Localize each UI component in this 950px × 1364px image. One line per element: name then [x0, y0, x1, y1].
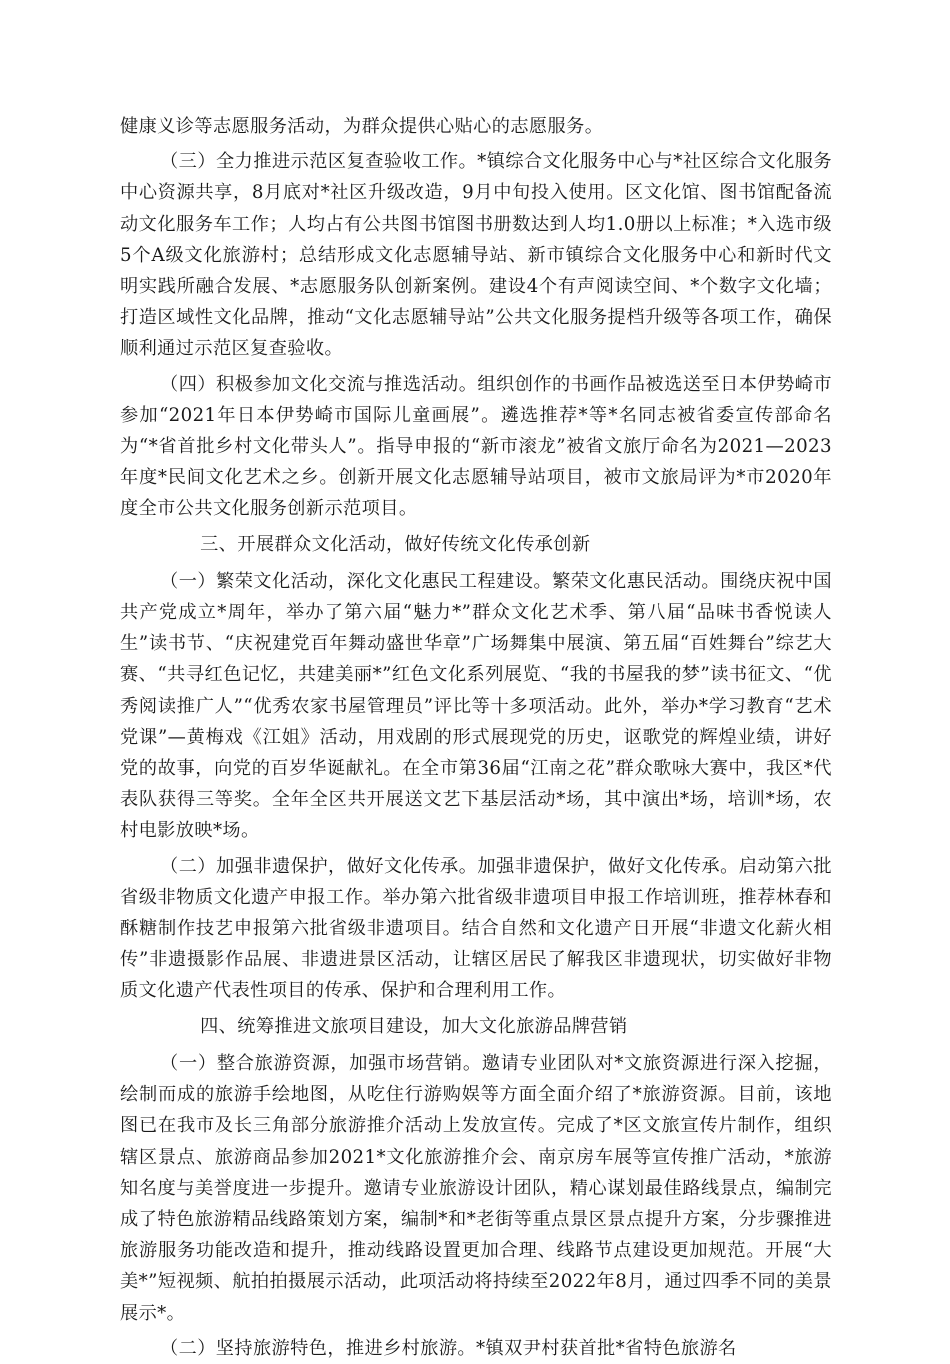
paragraph-cultural-activities: （一）繁荣文化活动，深化文化惠民工程建设。繁荣文化惠民活动。围绕庆祝中国共产党成立*周年，举办了第六届“魅力*”群众文化艺术季、第八届“品味书香悦读人生”读书节、“庆祝建党百年舞动盛世华章”广场舞集中展演、第五届“百姓舞台”综艺大赛、“共寻红色记忆，共建美丽*”红色文化系列展览、“我的书屋我的梦”读书征文、“优秀阅读推广人”“优秀农家书屋管理员”评比等十多项活动。此外，举办*学习教育“艺术党课”—黄梅戏《江姐》活动，用戏剧的形式展现党的历史，讴歌党的辉煌业绩，讲好党的故事，向党的百岁华诞献礼。在全市第36届“江南之花”群众歌咏大赛中，我区*代表队获得三等奖。全年全区共开展送文艺下基层活动*场，其中演出*场，培训*场，农村电影放映*场。	[120, 570, 832, 842]
paragraph-continuation: 健康义诊等志愿服务活动，为群众提供心贴心的志愿服务。	[120, 116, 604, 137]
paragraph-demonstration-review: （三）全力推进示范区复查验收工作。*镇综合文化服务中心与*社区综合文化服务中心资源共享，8月底对*社区升级改造，9月中旬投入使用。区文化馆、图书馆配备流动文化服务车工作；人均占有公共图书馆图书册数达到人均1.0册以上标准；*入选市级5个A级文化旅游村；总结形成文化志愿辅导站、新市镇综合文化服务中心和新时代文明实践所融合发展、*志愿服务队创新案例。建设4个有声阅读空间、*个数字文化墙；打造区域性文化品牌，推动“文化志愿辅导站”公共文化服务提档升级等各项工作，确保顺利通过示范区复查验收。	[120, 151, 832, 360]
section-heading-4: 四、统筹推进文旅项目建设，加大文化旅游品牌营销	[200, 1015, 628, 1037]
paragraph-intangible-heritage: （二）加强非遗保护，做好文化传承。加强非遗保护，做好文化传承。启动第六批省级非物质文化遗产申报工作。举办第六批省级非遗项目申报工作培训班，推荐林春和酥糖制作技艺申报第六批省级非遗项目。结合自然和文化遗产日开展“非遗文化薪火相传”非遗摄影作品展、非遗进景区活动，让辖区居民了解我区非遗现状，切实做好非物质文化遗产代表性项目的传承、保护和合理利用工作。	[120, 855, 832, 1002]
section-heading-3: 三、开展群众文化活动，做好传统文化传承创新	[200, 533, 591, 555]
paragraph-cultural-exchange: （四）积极参加文化交流与推选活动。组织创作的书画作品被选送至日本伊势崎市参加“2021年日本伊势崎市国际儿童画展”。遴选推荐*等*名同志被省委宣传部命名为“*省首批乡村文化带头人”。指导申报的“新市滚龙”被省文旅厅命名为2021—2023年度*民间文化艺术之乡。创新开展文化志愿辅导站项目，被市文旅局评为*市2020年度全市公共文化服务创新示范项目。	[120, 373, 832, 520]
paragraph-rural-tourism: （二）坚持旅游特色，推进乡村旅游。*镇双尹村获首批*省特色旅游名	[160, 1337, 737, 1359]
paragraph-tourism-resources: （一）整合旅游资源，加强市场营销。邀请专业团队对*文旅资源进行深入挖掘，绘制而成的旅游手绘地图，从吃住行游购娱等方面全面介绍了*旅游资源。目前，该地图已在我市及长三角部分旅游推介活动上发放宣传。完成了*区文旅宣传片制作，组织辖区景点、旅游商品参加2021*文化旅游推介会、南京房车展等宣传推广活动，*旅游知名度与美誉度进一步提升。邀请专业旅游设计团队，精心谋划最佳路线景点，编制完成了特色旅游精品线路策划方案，编制*和*老街等重点景区景点提升方案，分步骤推进旅游服务功能改造和提升，推动线路设置更加合理、线路节点建设更加规范。开展“大美*”短视频、航拍拍摄展示活动，此项活动将持续至2022年8月，通过四季不同的美景展示*。	[120, 1052, 832, 1324]
